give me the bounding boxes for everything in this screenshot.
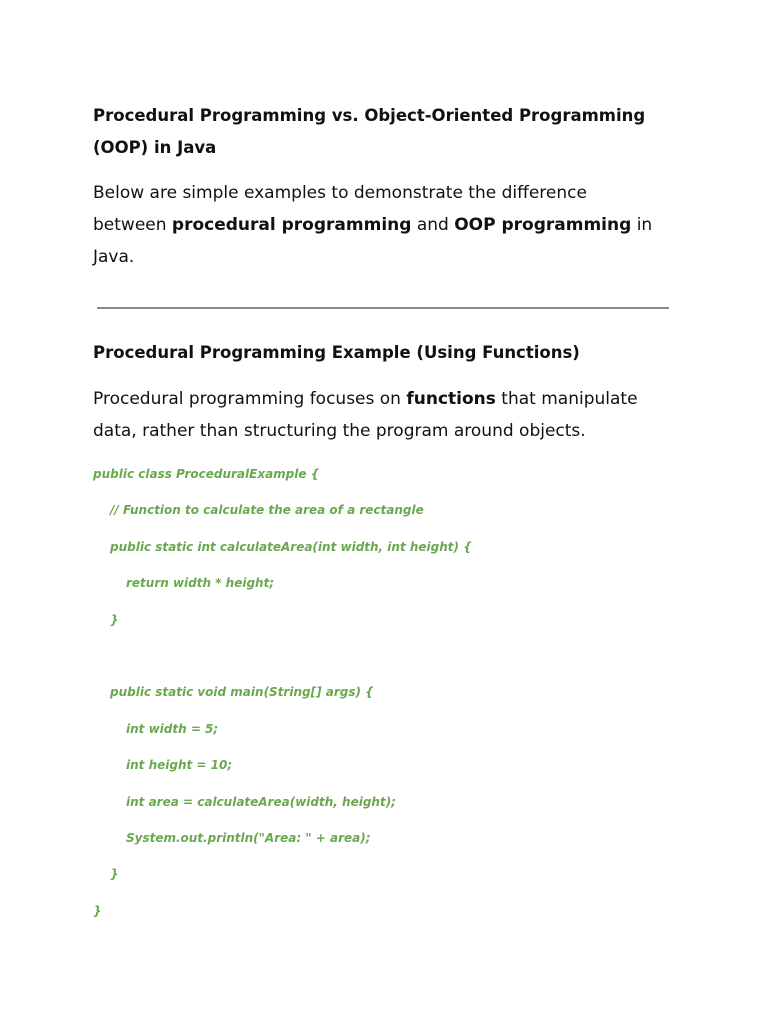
- code-line: public static int calculateArea(int width, int height) {: [110, 539, 472, 554]
- document-title: Procedural Programming vs. Object-Oriented Programming (OOP) in Java: [93, 106, 646, 157]
- intro-text-2: and: [411, 215, 455, 235]
- code-line: int height = 10;: [126, 758, 233, 773]
- section-description: [93, 383, 663, 447]
- horizontal-divider: [97, 307, 669, 309]
- code-line: int width = 5;: [126, 721, 219, 736]
- intro-paragraph: [93, 177, 663, 273]
- code-line: // Function to calculate the area of a rectangle: [110, 503, 424, 518]
- intro-bold-oop: OOP programming: [454, 215, 632, 235]
- intro-text-3: in Java.: [93, 215, 653, 267]
- section-desc-text-2: that manipulate data, rather than structuring the program around objects.: [93, 389, 638, 441]
- code-line: public static void main(String[] args) {: [110, 685, 374, 700]
- intro-bold-procedural: procedural programming: [171, 215, 412, 235]
- code-line: int area = calculateArea(width, height);: [126, 794, 396, 809]
- code-line: }: [110, 612, 119, 627]
- code-block: [93, 462, 673, 935]
- section-desc-bold-functions: functions: [406, 389, 496, 409]
- section-heading: Procedural Programming Example (Using Functions): [93, 343, 580, 362]
- code-line: System.out.println("Area: " + area);: [126, 830, 371, 845]
- code-line: return width * height;: [126, 576, 275, 591]
- code-line: public class ProceduralExample {: [93, 467, 320, 481]
- section-desc-text-1: Procedural programming focuses on: [93, 389, 407, 409]
- code-line: [93, 644, 673, 680]
- intro-text-1: Below are simple examples to demonstrate the difference between: [93, 183, 587, 235]
- code-line: }: [93, 903, 102, 918]
- code-line: }: [110, 867, 119, 882]
